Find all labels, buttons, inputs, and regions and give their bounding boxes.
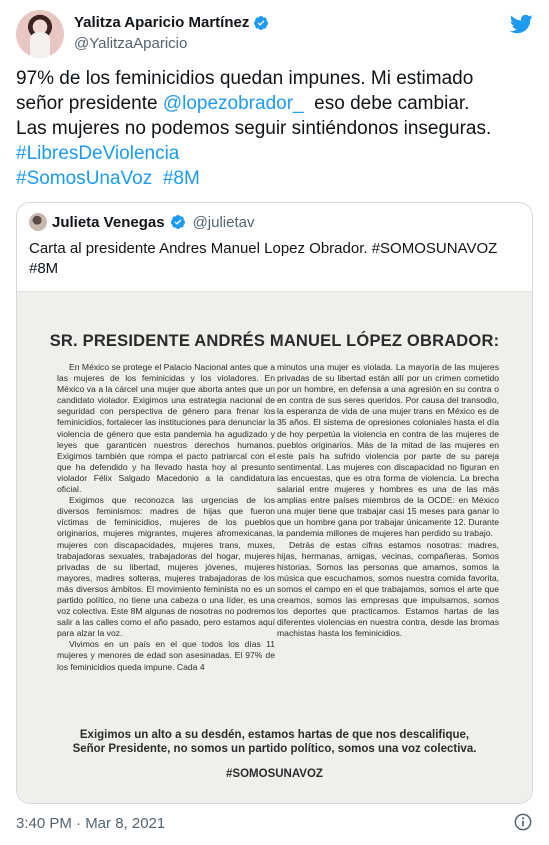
quoted-tweet-text: Carta al presidente Andres Manuel Lopez Obrador. #SOMOSUNAVOZ #8M bbox=[29, 240, 498, 277]
letter-paragraph: Exigimos que reconozca las urgencias de los diversos feminismos: madres de hijas que fueron víctimas de feminicidios, mujeres de los pueblos originarios, mujeres migrantes, mujeres afromexicanas, mujeres con discapacidades, mujeres trans, muxes, trabajadoras sexuales, trabajadoras del hogar, mujeres privadas de su libertad, mujeres jóvenes, mujeres mayores, madres solteras, mujeres trabajadoras de los más diversos ámbitos. El movimiento feminista no es un partido político, no tiene una cabeza o una líder, es una voz colectiva. Este 8M algunas de nosotras no podremos salir a las calles como el año pasado, pero estamos aquí para alzar la voz. bbox=[57, 495, 275, 639]
letter-right-column bbox=[277, 362, 499, 639]
letter-closing-line2: Señor Presidente, no somos un partido político, somos una voz colectiva. bbox=[72, 743, 477, 755]
letter-closing bbox=[17, 728, 532, 756]
hashtag-link-2[interactable]: #SomosUnaVoz bbox=[16, 168, 153, 189]
letter-paragraph: minutos una mujer es violada. La mayoría de las mujeres privadas de su libertad están allí por un crimen cometido por un hombre, en defensa a una agresión en su contra o en contra de sus seres queridos. Por causa del transodio, la esperanza de vida de una mujer trans en México es de 35 años. El sistema de opresiones coloniales hasta el día de hoy perpetúa la violencia en contra de las mujeres de pueblos originarios. Más de la mitad de las mujeres en este país ha sufrido violencia por parte de su pareja sentimental. Las mujeres con discapacidad no figuran en las encuestas, que es otra forma de violencia. La brecha salarial entre mujeres y hombres es una de las más amplias entre países miembros de la OCDE: en México una mujer tiene que trabajar casi 15 meses para ganar lo que un hombre gana por trabajar únicamente 12. Durante la pandemia millones de mujeres han perdido su trabajo. bbox=[277, 362, 499, 539]
author-avatar[interactable] bbox=[16, 10, 64, 58]
letter-left-column bbox=[57, 362, 275, 673]
author-display-name[interactable]: Yalitza Aparicio Martínez bbox=[74, 14, 250, 31]
letter-paragraph: Vivimos en un país en el que todos los días 11 mujeres y menores de edad son asesinadas. El 97% de los feminicidios queda impune. Cada 4 bbox=[57, 639, 275, 672]
letter-title: SR. PRESIDENTE ANDRÉS MANUEL LÓPEZ OBRADOR: bbox=[49, 332, 500, 350]
letter-image[interactable] bbox=[17, 291, 532, 804]
verified-badge-icon bbox=[170, 214, 186, 230]
verified-badge-icon bbox=[253, 15, 269, 31]
quoted-author-avatar bbox=[29, 213, 47, 231]
tweet-text-line1: 97% de los feminicidios quedan impunes. Mi estimado bbox=[16, 68, 479, 89]
letter-hashtag: #SOMOSUNAVOZ bbox=[226, 768, 323, 780]
hashtag-link-1[interactable]: #LibresDeViolencia bbox=[16, 143, 180, 164]
letter-closing-line1: Exigimos un alto a su desdén, estamos hartas de que nos descalifique, bbox=[79, 729, 470, 741]
quoted-author-handle: @julietav bbox=[192, 213, 255, 231]
tweet-body bbox=[16, 66, 533, 191]
tweet-text-line2b: eso debe cambiar. bbox=[303, 93, 470, 114]
author-name-row bbox=[74, 14, 269, 31]
quoted-tweet[interactable] bbox=[16, 202, 533, 804]
tweet-timestamp[interactable]: 3:40 PM · Mar 8, 2021 bbox=[16, 815, 166, 832]
hashtag-link-3[interactable]: #8M bbox=[162, 168, 200, 189]
info-icon[interactable] bbox=[513, 812, 533, 832]
quoted-tweet-header bbox=[29, 213, 254, 231]
quoted-author-name: Julieta Venegas bbox=[52, 213, 165, 231]
tweet-text-line2a: señor presidente bbox=[16, 93, 163, 114]
tweet-header bbox=[16, 10, 533, 58]
twitter-bird-icon[interactable] bbox=[509, 12, 533, 36]
letter-paragraph: Detrás de estas cifras estamos nosotras: madres, hijas, hermanas, amigas, vecinas, compañeras. Somos historias. Somos las personas que amamos, somos la música que escuchamos, somos nuestra comida favorita, somos el campo en el que trabajamos, somos el arte que creamos, somos las empresas que impulsamos, somos los deportes que practicamos. Estamos hartas de las diferentes violencias en nuestra contra, desde las bromas machistas hasta los feminicidios. bbox=[277, 539, 499, 639]
mention-link[interactable]: @lopezobrador_ bbox=[162, 93, 304, 114]
tweet-text-line3: Las mujeres no podemos seguir sintiéndonos inseguras. bbox=[16, 118, 492, 139]
author-handle[interactable]: @YalitzaAparicio bbox=[74, 35, 188, 52]
letter-paragraph: En México se protege el Palacio Nacional antes que a las mujeres de los feminicidas y los violadores. En México va a la cárcel una mujer que aborta antes que un candidato violador. Exigimos una estrategia nacional de seguridad con perspectiva de género para frenar los feminicidios, fortalecer las instituciones para denunciar la violencia de género que esta pandemia ha agudizado y leyes que garanticen nuestros derechos humanos. Exigimos también que rompa el pacto patriarcal con el que ha defendido y ha llevado hasta hoy al presunto violador Félix Salgado Macedonio a la candidatura oficial. bbox=[57, 362, 275, 495]
